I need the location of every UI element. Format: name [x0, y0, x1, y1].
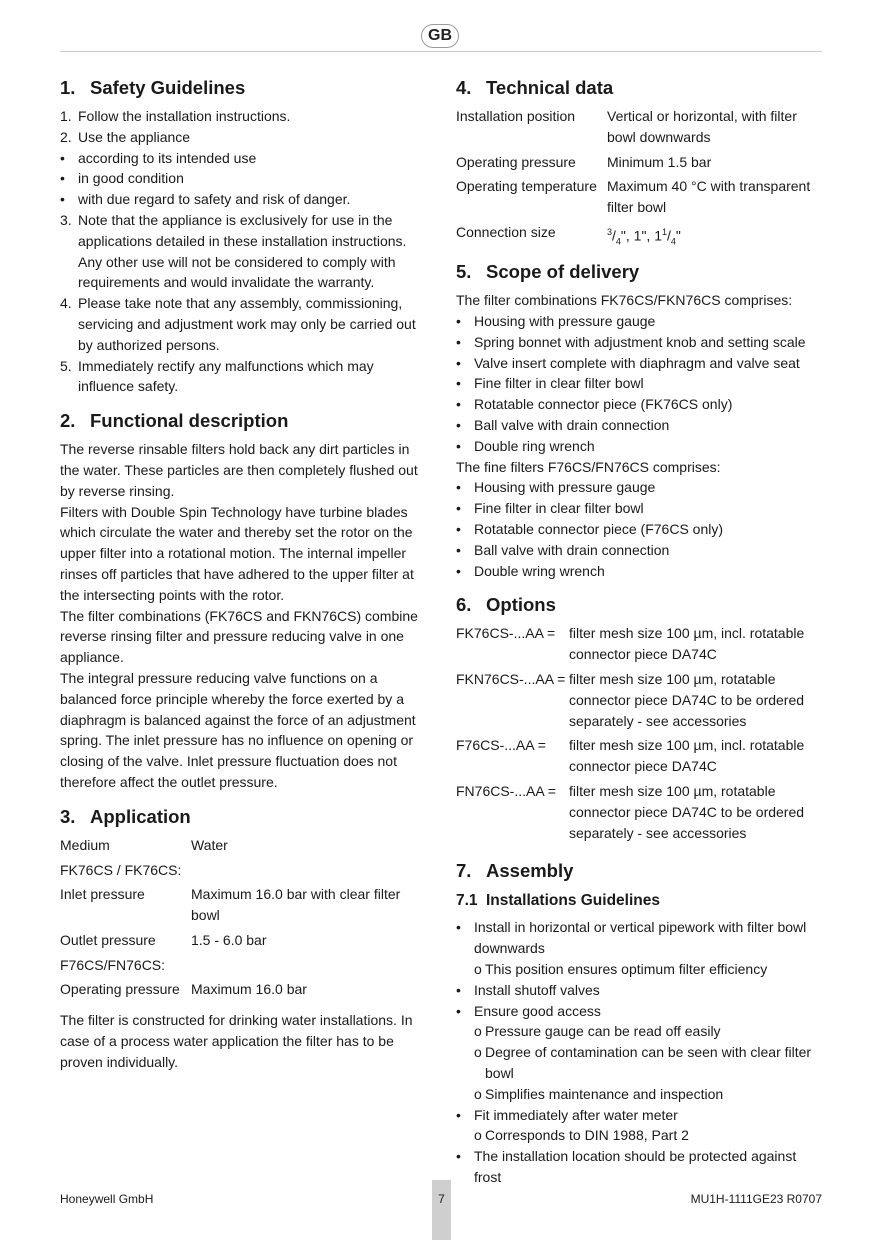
- list-item-text: Note that the appliance is exclusively for use in the applications detailed in these installation instructions. Any other use will not be considered to comply with requirements and would invalidate the warranty.: [78, 211, 407, 291]
- list-marker: •: [60, 149, 65, 166]
- paragraph: Filters with Double Spin Technology have turbine blades which circulate the water and thereby set the rotor on the upper filter into a rotational motion. The internal impeller rinses off particles that have adhered to the upper filter at the intersecting points with the rotor.: [60, 503, 414, 603]
- sub-marker: o: [474, 1085, 482, 1102]
- footer-company: Honeywell GmbH: [60, 1192, 154, 1206]
- bullet-marker: •: [456, 396, 461, 413]
- option-code: FKN76CS-...AA =: [456, 670, 566, 687]
- list-item-text: Follow the installation instructions.: [78, 108, 291, 124]
- section-scope-of-delivery: [456, 258, 826, 581]
- table-row: [456, 735, 826, 781]
- list-item-text: Rotatable connector piece (FK76CS only): [474, 396, 733, 413]
- header-rule: [60, 51, 822, 52]
- bullet-marker: •: [456, 1002, 461, 1019]
- list-item-text: Double wring wrench: [474, 562, 605, 579]
- sub-list-item: [456, 1084, 826, 1105]
- list-item-text: The installation location should be protected against frost: [474, 1148, 797, 1185]
- table-row: [456, 781, 826, 847]
- sub-list-item-text: Degree of contamination can be seen with clear filter bowl: [485, 1044, 812, 1081]
- list-item-text: Install in horizontal or vertical pipework with filter bowl downwards: [474, 919, 807, 957]
- list-marker: 4.: [60, 295, 72, 312]
- sub-list-item: [456, 959, 826, 980]
- option-description: filter mesh size 100 µm, rotatable connector piece DA74C to be ordered separately - see accessories: [569, 782, 805, 841]
- list-item-text: Housing with pressure gauge: [474, 479, 656, 496]
- list-item-text: in good condition: [78, 170, 184, 187]
- section-heading: 3. Application: [60, 805, 191, 827]
- list-marker: 2.: [60, 128, 72, 145]
- bullet-marker: •: [456, 541, 461, 558]
- application-note: The filter is constructed for drinking water installations. In case of a process water application the filter has to be proven individually.: [60, 1012, 413, 1070]
- sub-marker: o: [474, 960, 482, 977]
- row-label: Outlet pressure: [60, 931, 156, 948]
- paragraph: The reverse rinsable filters hold back any dirt particles in the water. These particles are then completely flushed out by reverse rinsing.: [60, 441, 418, 499]
- paragraph: The fine filters F76CS/FN76CS comprises:: [456, 458, 721, 475]
- section-heading: 5. Scope of delivery: [456, 261, 640, 283]
- bullet-marker: •: [456, 375, 461, 392]
- connection-size-value: $^3/_4$", 1", $1^1/_4$": [607, 226, 681, 247]
- delivery-list: [456, 311, 826, 457]
- list-item: [456, 498, 826, 519]
- list-item-text: Use the appliance: [78, 128, 191, 145]
- bullet-marker: •: [456, 313, 461, 330]
- row-label: Operating pressure: [60, 981, 180, 998]
- list-item-text: according to its intended use: [78, 149, 257, 166]
- list-item-text: Fit immediately after water meter: [474, 1106, 678, 1123]
- list-marker: •: [60, 191, 65, 208]
- list-item: [60, 189, 432, 210]
- bullet-marker: •: [456, 500, 461, 517]
- list-item-text: Ensure good access: [474, 1002, 601, 1019]
- list-item: [456, 477, 826, 498]
- bullet-marker: •: [456, 1106, 461, 1123]
- list-item: [456, 394, 826, 415]
- bullet-marker: •: [456, 562, 461, 579]
- list-item: [456, 540, 826, 561]
- row-label: Operating pressure: [456, 153, 576, 170]
- row-value: 1.5 - 6.0 bar: [191, 931, 267, 948]
- list-item-text: Fine filter in clear filter bowl: [474, 375, 644, 392]
- row-value: Vertical or horizontal, with filter bowl downwards: [607, 108, 797, 145]
- table-row: [60, 860, 432, 885]
- option-description: filter mesh size 100 µm, incl. rotatable connector piece DA74C: [569, 625, 805, 663]
- options-table: [456, 623, 826, 847]
- list-item: [456, 980, 826, 1001]
- list-item-text: Install shutoff valves: [474, 981, 600, 998]
- technical-table: [456, 106, 826, 256]
- list-item-text: Double ring wrench: [474, 437, 595, 454]
- section-heading: 7. Assembly: [456, 860, 574, 882]
- list-item: [456, 373, 826, 394]
- list-item: [60, 293, 432, 355]
- list-item: [456, 415, 826, 436]
- list-item: [60, 106, 432, 127]
- subsection-heading: 7.1 Installations Guidelines: [456, 892, 660, 910]
- right-column: [456, 74, 826, 1188]
- list-item-text: Please take note that any assembly, commissioning, servicing and adjustment work may only be carried out by authorized persons.: [78, 295, 416, 353]
- list-item: [456, 1146, 826, 1188]
- row-value: Water: [191, 836, 228, 853]
- list-marker: 5.: [60, 357, 72, 374]
- list-item-text: Rotatable connector piece (F76CS only): [474, 521, 724, 537]
- row-value: [191, 860, 432, 885]
- row-label: Connection size: [456, 223, 556, 240]
- list-item-text: Housing with pressure gauge: [474, 313, 656, 330]
- list-item: [60, 168, 432, 189]
- row-label: Medium: [60, 836, 110, 853]
- application-table: [60, 835, 432, 1005]
- paragraph: The filter combinations (FK76CS and FKN76CS) combine reverse rinsing filter and pressure reducing valve in one appliance.: [60, 607, 418, 666]
- sub-list-item-text: This position ensures optimum filter efficiency: [485, 960, 768, 977]
- bullet-marker: •: [456, 333, 461, 350]
- list-marker: 1.: [60, 108, 72, 124]
- paragraph: The filter combinations FK76CS/FKN76CS comprises:: [456, 292, 793, 309]
- section-technical-data: [456, 74, 826, 256]
- list-item-text: Immediately rectify any malfunctions which may influence safety.: [78, 357, 374, 395]
- bullet-marker: •: [456, 354, 461, 371]
- option-code: F76CS-...AA =: [456, 737, 546, 754]
- left-column: [60, 74, 432, 1073]
- list-item: [456, 917, 826, 959]
- list-item: [456, 353, 826, 374]
- bullet-marker: •: [456, 521, 461, 537]
- table-row: [456, 623, 826, 669]
- row-label: Operating temperature: [456, 178, 597, 195]
- table-row: [456, 176, 826, 222]
- row-label: FK76CS / FK76CS:: [60, 861, 182, 878]
- list-item-text: Fine filter in clear filter bowl: [474, 500, 644, 517]
- row-label: Installation position: [456, 108, 576, 124]
- delivery-list: [456, 477, 826, 581]
- option-description: filter mesh size 100 µm, incl. rotatable connector piece DA74C: [569, 737, 805, 775]
- sub-list-item: [456, 1125, 826, 1146]
- table-row: [60, 955, 432, 980]
- sub-list-item-text: Pressure gauge can be read off easily: [485, 1023, 721, 1040]
- safety-list: [60, 106, 432, 397]
- row-value: Maximum 16.0 bar with clear filter bowl: [191, 886, 401, 924]
- option-description: filter mesh size 100 µm, rotatable connector piece DA74C to be ordered separately - see accessories: [569, 670, 805, 729]
- list-item: [60, 210, 432, 293]
- sub-list-item-text: Simplifies maintenance and inspection: [485, 1085, 724, 1102]
- list-item-text: Ball valve with drain connection: [474, 541, 670, 558]
- list-item-text: Spring bonnet with adjustment knob and setting scale: [474, 333, 806, 350]
- table-row: [60, 835, 432, 860]
- section-safety-guidelines: [60, 74, 432, 397]
- sub-marker: o: [474, 1127, 482, 1144]
- list-item: [60, 127, 432, 148]
- section-heading: 6. Options: [456, 594, 556, 616]
- list-item: [456, 1001, 826, 1022]
- table-row: [456, 222, 826, 256]
- row-label: F76CS/FN76CS:: [60, 956, 166, 973]
- table-row: [60, 930, 432, 955]
- list-item: [60, 148, 432, 169]
- section-heading: 2. Functional description: [60, 410, 289, 432]
- bullet-marker: •: [456, 981, 461, 998]
- list-item: [456, 519, 826, 540]
- bullet-marker: •: [456, 1148, 461, 1165]
- bullet-marker: •: [456, 479, 461, 496]
- sub-marker: o: [474, 1044, 482, 1061]
- row-value: Maximum 16.0 bar: [191, 981, 307, 998]
- row-value: [191, 955, 432, 980]
- section-heading: 1. Safety Guidelines: [60, 77, 246, 98]
- table-row: [456, 669, 826, 735]
- list-item: [60, 356, 432, 398]
- list-marker: •: [60, 170, 65, 187]
- table-row: [60, 979, 432, 1004]
- table-row: [456, 152, 826, 177]
- list-item: [456, 332, 826, 353]
- guidelines-list: [456, 917, 826, 1187]
- bullet-marker: •: [456, 417, 461, 434]
- list-item-text: Valve insert complete with diaphragm and valve seat: [474, 354, 800, 371]
- option-code: FN76CS-...AA =: [456, 782, 556, 799]
- section-assembly: [456, 857, 826, 1187]
- list-item-text: Ball valve with drain connection: [474, 417, 670, 434]
- option-code: FK76CS-...AA =: [456, 625, 556, 642]
- row-label: Inlet pressure: [60, 886, 145, 903]
- list-marker: 3.: [60, 211, 72, 228]
- list-item: [456, 436, 826, 457]
- table-row: [456, 106, 826, 152]
- sub-marker: o: [474, 1023, 482, 1040]
- language-badge: GB: [421, 24, 459, 48]
- bullet-marker: •: [456, 919, 461, 936]
- row-value: Maximum 40 °C with transparent filter bowl: [607, 178, 811, 216]
- section-options: [456, 591, 826, 847]
- list-item-text: with due regard to safety and risk of danger.: [78, 191, 351, 208]
- row-value: Minimum 1.5 bar: [607, 153, 712, 170]
- sub-list-item: [456, 1042, 826, 1084]
- page-number: 7: [432, 1180, 451, 1240]
- paragraph: The integral pressure reducing valve functions on a balanced force principle whereby the force exerted by a diaphragm is balanced against the force of an adjustment spring. The inlet pressure has no influence on opening or closing of the valve. Inlet pressure fluctuation does not therefore affect the outlet pressure.: [60, 669, 416, 790]
- table-row: [60, 884, 432, 930]
- section-functional-description: [60, 407, 432, 793]
- section-application: [60, 803, 432, 1073]
- list-item: [456, 311, 826, 332]
- sub-list-item-text: Corresponds to DIN 1988, Part 2: [485, 1127, 689, 1144]
- bullet-marker: •: [456, 437, 461, 454]
- section-heading: 4. Technical data: [456, 77, 614, 98]
- footer-doc-number: MU1H-1111GE23 R0707: [690, 1192, 822, 1206]
- sub-list-item: [456, 1021, 826, 1042]
- list-item: [456, 1105, 826, 1126]
- list-item: [456, 561, 826, 582]
